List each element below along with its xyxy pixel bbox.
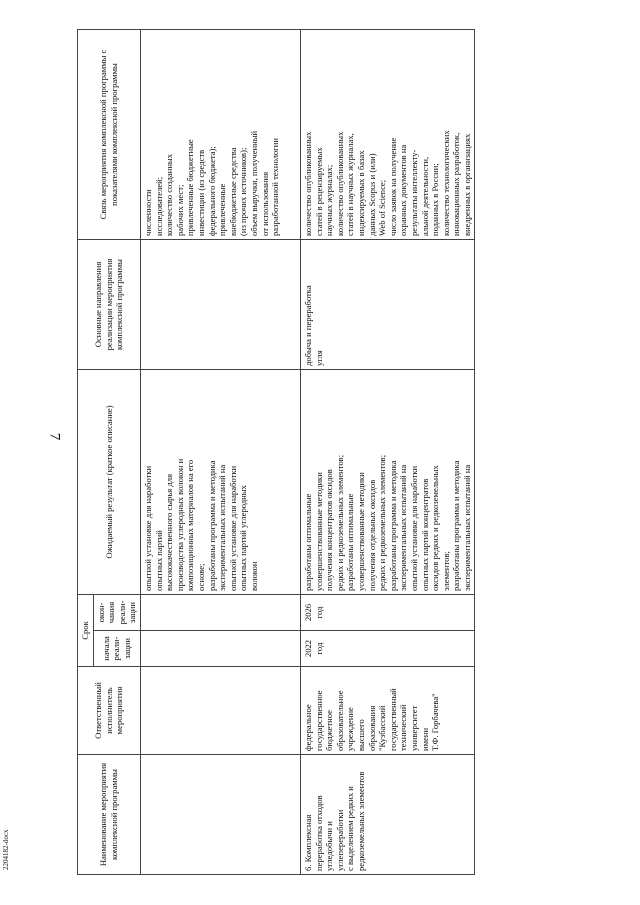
header-term: Срок: [78, 594, 94, 666]
header-start: начала реали-зации: [93, 631, 140, 667]
row1-directions-cell: [140, 239, 300, 369]
table-row: [140, 29, 300, 874]
row1-start-cell: [140, 631, 300, 667]
document-footer: 2204182-docx: [2, 829, 10, 870]
row2-result-cell: разработаны оптимальные усовершенствованные методики получения концентратов оксидов редких и редкоземельных элементов; разработаны оптимальные усовершенствованные методики получения отдельных оксидов редких и редкоземельных элементов; разработаны программа и методика экспериментальных испытаний на опытной установке для наработки опытных партий концентратов оксидов редких и редкоземельных элементов; разработаны программа и методика экспериментальных испытаний на: [300, 369, 475, 594]
header-executor: Ответственный исполнитель мероприятия: [78, 667, 141, 755]
row1-end-cell: [140, 594, 300, 630]
row1-executor-cell: [140, 667, 300, 755]
table-header-row: [78, 29, 94, 874]
header-result: Ожидаемый результат (краткое описание): [78, 369, 141, 594]
header-directions: Основные направления реализации мероприятия комплексной программы: [78, 239, 141, 369]
header-link: Связь мероприятия комплексной программы с показателями комплексной программы: [78, 29, 141, 239]
page-number: 7: [46, 432, 63, 441]
row2-link-cell: количество опубликованных статей в рецензируемых научных журналах; количество опубликованных статей в научных журналах, индексируемых в базах данных Scopus и (или) Web of Science; число заявок на получение охранных документов на результаты интеллекту- альной деятельности, поданных в России; количество технологических инновационных разработок, внедренных в организациях: [300, 29, 475, 239]
row1-result-cell: опытной установке для наработки опытных партий высококачественного сырья для производства углеродных волокон и композиционных материалов на его основе; разработаны программа и методика экспериментальных испытаний на опытной установке для наработки опытных партий углеродных волокон: [140, 369, 300, 594]
program-table: [77, 29, 475, 875]
table-row: [300, 29, 475, 874]
row2-end-cell: 2026 год: [300, 594, 475, 630]
row1-link-cell: численности исследователей; количество созданных рабочих мест; привлеченные бюджетные инвестиции (из средств федерального бюджета); привлеченные внебюджетные средства (из прочих источников); объем выручки, полученный от использования разработанной технологии: [140, 29, 300, 239]
header-end: окон-чания реали-зации: [93, 594, 140, 630]
row2-directions-cell: добыча и переработка угля: [300, 239, 475, 369]
header-name: Наименование мероприятия комплексной программы: [78, 755, 141, 875]
row2-start-cell: 2022 год: [300, 631, 475, 667]
row2-name-cell: 6. Комплексная переработка отходов угледобычи и углепереработки с выделением редких и редкоземельных элементов: [300, 755, 475, 875]
row1-name-cell: [140, 755, 300, 875]
row2-executor-cell: федеральное государственное бюджетное образовательное учреждение высшего образования "Кузбасский государственный технический университет имени Т.Ф. Горбачева": [300, 667, 475, 755]
rotated-page-content: [77, 30, 617, 875]
